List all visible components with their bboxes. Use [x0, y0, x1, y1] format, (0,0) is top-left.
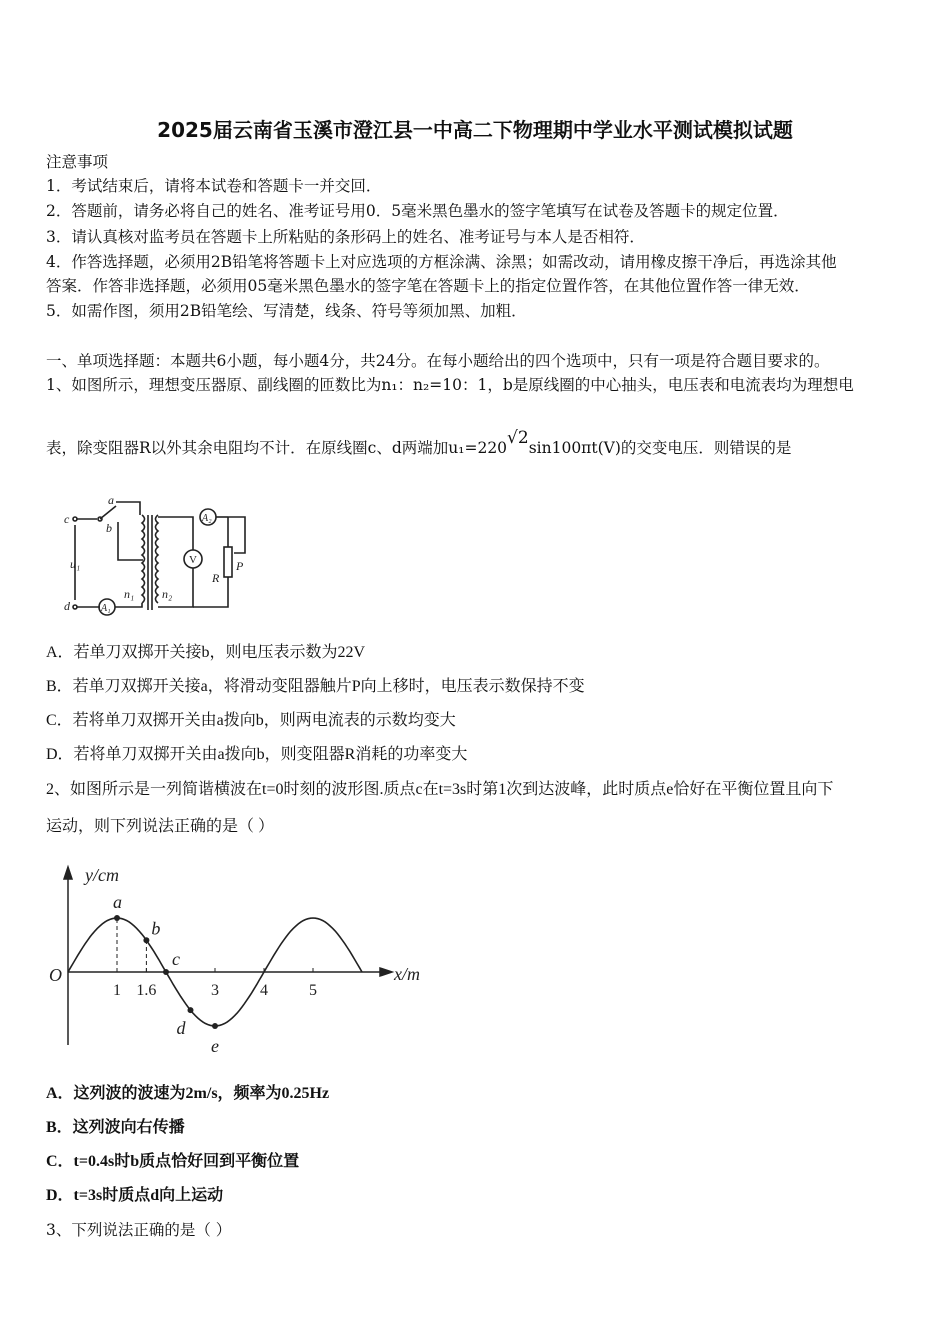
q1-stem: 1、如图所示，理想变压器原、副线圈的匝数比为n₁：n₂=10：1，b是原线圈的中心抽头，电压表和电流表均为理想电 [46, 376, 854, 394]
label-c: c [64, 512, 70, 526]
point-c [163, 969, 169, 975]
notice-item: 3．请认真核对监考员在答题卡上所粘贴的条形码上的姓名、准考证号与本人是否相符． [46, 228, 645, 246]
q1-stem-2a: 表，除变阻器R以外其余电阻均不计．在原线圈c、d两端加u₁=220 [46, 439, 508, 457]
notice-item: 5．如需作图，须用2B铅笔绘、写清楚，线条、符号等须加黑、加粗． [46, 302, 527, 320]
point-label-e: e [211, 1036, 219, 1055]
label-u1: u₁ [70, 557, 81, 571]
origin-label: O [49, 965, 62, 985]
point-d [188, 1007, 194, 1013]
y-axis-label: y/cm [85, 865, 119, 885]
x-axis-label: x/m [394, 964, 420, 984]
q2-option-b[interactable]: B．这列波向右传播 [46, 1119, 185, 1136]
y-axis-arrow [64, 867, 72, 879]
x-tick-label: 3 [211, 982, 219, 999]
x-axis-arrow [380, 968, 392, 976]
point-e [212, 1023, 218, 1029]
page-title: 2025届云南省玉溪市澄江县一中高二下物理期中学业水平测试模拟试题 [157, 118, 793, 142]
q1-stem-2b: sin100πt(V)的交变电压．则错误的是 [528, 439, 792, 457]
point-b [143, 937, 149, 943]
q2-option-c[interactable]: C．t=0.4s时b质点恰好回到平衡位置 [46, 1153, 300, 1170]
q2-stem: 2、如图所示是一列简谐横波在t=0时刻的波形图.质点c在t=3s时第1次到达波峰，此时质点e恰好在平衡位置且向下 [46, 781, 834, 798]
transformer-circuit-figure [50, 490, 260, 620]
notice-heading: 注意事项 [46, 153, 109, 171]
point-label-c: c [172, 949, 180, 969]
q3-stem: 3、下列说法正确的是（ ） [46, 1221, 232, 1239]
q1-option-c[interactable]: C．若将单刀双掷开关由a拨向b，则两电流表的示数均变大 [46, 712, 456, 729]
point-label-d: d [176, 1018, 186, 1039]
ammeter-a1: A₁ [101, 603, 111, 614]
q2-stem-2: 运动，则下列说法正确的是（ ） [46, 818, 275, 835]
notice-item: 2．答题前，请务必将自己的姓名、准考证号用0．5毫米黑色墨水的签字笔填写在试卷及答题卡的规定位置． [46, 202, 789, 220]
label-b: b [106, 521, 112, 535]
voltmeter-v: V [189, 554, 197, 566]
ammeter-a2: A₂ [202, 513, 212, 524]
label-n2: n₂ [162, 587, 173, 601]
notice-item: 1．考试结束后，请将本试卷和答题卡一并交回． [46, 177, 382, 195]
label-n1: n₁ [124, 587, 135, 601]
notice-item: 答案．作答非选择题，必须用05毫米黑色墨水的签字笔在答题卡上的指定位置作答，在其他位置作答一律无效． [46, 277, 810, 295]
sqrt2: √2 [507, 428, 529, 448]
label-r: R [212, 571, 220, 585]
x-tick-label: 1 [113, 982, 121, 999]
wave-graph-figure [40, 855, 440, 1055]
x-tick-label: 1.6 [136, 982, 157, 999]
point-a [114, 915, 120, 921]
point-label-a: a [113, 892, 122, 912]
label-p: P [236, 559, 244, 573]
q2-option-d[interactable]: D．t=3s时质点d向上运动 [46, 1187, 224, 1204]
x-tick-label: 4 [260, 982, 268, 999]
point-label-b: b [151, 918, 161, 939]
q1-option-d[interactable]: D．若将单刀双掷开关由a拨向b，则变阻器R消耗的功率变大 [46, 746, 468, 763]
label-d: d [64, 599, 70, 613]
label-a: a [108, 493, 114, 507]
q1-option-a[interactable]: A．若单刀双掷开关接b，则电压表示数为22V [46, 644, 366, 661]
section-heading: 一、单项选择题：本题共6小题，每小题4分，共24分。在每小题给出的四个选项中，只有一项是符合题目要求的。 [46, 352, 830, 370]
notice-item: 4．作答选择题，必须用2B铅笔将答题卡上对应选项的方框涂满、涂黑；如需改动，请用橡皮擦干净后，再选涂其他 [46, 253, 837, 271]
q1-stem-2 [46, 428, 792, 458]
q2-option-a[interactable]: A．这列波的波速为2m/s，频率为0.25Hz [46, 1085, 330, 1102]
q1-option-b[interactable]: B．若单刀双掷开关接a，将滑动变阻器触片P向上移时，电压表示数保持不变 [46, 678, 585, 695]
x-tick-label: 5 [309, 982, 317, 999]
